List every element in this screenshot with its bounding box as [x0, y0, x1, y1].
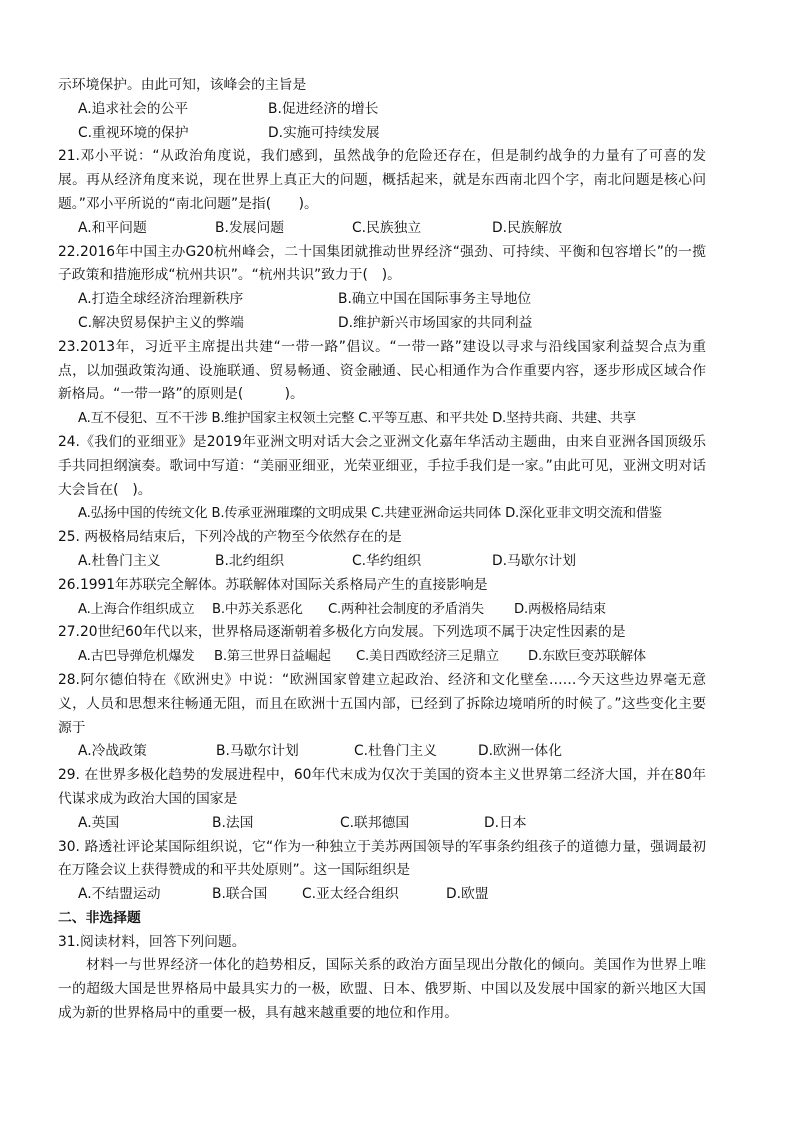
option-d: D.欧盟 — [446, 886, 489, 903]
question-27-options — [58, 645, 706, 669]
option-a: A.英国 — [78, 814, 120, 831]
option-d: D.维护新兴市场国家的共同利益 — [338, 314, 533, 331]
option-a: A.打造全球经济治理新秩序 — [78, 291, 244, 308]
option-b: B.联合国 — [212, 886, 268, 903]
option-c: C.解决贸易保护主义的弊端 — [78, 314, 244, 331]
option-c: C.美日西欧经济三足鼎立 — [356, 649, 499, 665]
option-c: C.共建亚洲命运共同体 — [371, 506, 502, 522]
question-30-options — [58, 883, 706, 907]
question-24-options — [58, 502, 706, 526]
question-30-stem: 30. 路透社评论某国际组织说，它“作为一种独立于美苏两国领导的军事条约组孩子的道德力量，强调最初在万隆会议上获得赞成的和平共处原则”。这一国际组织是 — [58, 838, 706, 879]
option-d: D.两极格局结束 — [514, 601, 606, 617]
option-b: B.马歇尔计划 — [216, 743, 299, 760]
option-a: A.杜鲁门主义 — [78, 552, 161, 569]
option-d: D.实施可持续发展 — [268, 124, 380, 141]
section-heading-non-choice: 二、非选择题 — [58, 909, 141, 926]
question-23-options — [58, 407, 706, 431]
option-c: C.重视环境的保护 — [78, 124, 189, 141]
option-d: D.东欧巨变苏联解体 — [528, 649, 646, 665]
question-20-options-row-1 — [58, 98, 706, 122]
option-d: D.欧洲一体化 — [478, 743, 562, 760]
question-24-stem: 24.《我们的亚细亚》是2019年亚洲文明对话大会之亚洲文化嘉年华活动主题曲，由来自亚洲各国顶级乐手共同担纲演奏。歌词中写道：“美丽亚细亚，光荣亚细亚，手拉手我们是一家。”由此可见，亚洲文明对话大会旨在( )。 — [58, 433, 706, 498]
option-a: A.不结盟运动 — [78, 886, 161, 903]
option-b: B.确立中国在国际事务主导地位 — [338, 291, 532, 308]
option-a: A.上海合作组织成立 — [78, 601, 195, 617]
option-b: B.发展问题 — [215, 219, 285, 236]
option-c: C.华约组织 — [352, 552, 422, 569]
question-29-options — [58, 812, 706, 836]
option-b: B.传承亚洲璀璨的文明成果 — [211, 506, 368, 522]
option-c: C.两种社会制度的矛盾消失 — [328, 601, 484, 617]
option-a: A.古巴导弹危机爆发 — [78, 649, 195, 665]
option-a: A.互不侵犯、互不干涉 — [78, 411, 208, 427]
question-22-options-row-2 — [58, 312, 706, 336]
question-21-stem: 21.邓小平说：“从政治角度说，我们感到，虽然战争的危险还存在，但是制约战争的力量有了可喜的发展。再从经济角度来说，现在世界上真正大的问题，概括起来，就是东西南北四个字，南北问题是核心问题。”邓小平所说的“南北问题”是指( )。 — [58, 148, 706, 212]
question-28-stem: 28.阿尔德伯特在《欧洲史》中说：“欧洲国家曾建立起政治、经济和文化壁垒……今天这些边界毫无意义，人员和思想来往畅通无阻，而且在欧洲十五国内部，已经到了拆除边境哨所的时候了。”这些变化主要源于 — [58, 671, 706, 736]
question-23-stem: 23.2013年，习近平主席提出共建“一带一路”倡议。“一带一路”建设以寻求与沿线国家利益契合点为重点，以加强政策沟通、设施联通、贸易畅通、资金融通、民心相通作为合作重要内容，逐步形成区域合作新格局。“一带一路”的原则是( )。 — [58, 338, 706, 403]
question-31-material: 材料一与世界经济一体化的趋势相反，国际关系的政治方面呈现出分散化的倾向。美国作为世界上唯一的超级大国是世界格局中最具实力的一极，欧盟、日本、俄罗斯、中国以及发展中国家的新兴地区大国成为新的世界格局中的重要一极，具有越来越重要的地位和作用。 — [58, 957, 706, 1022]
question-20-stem-tail: 示环境保护。由此可知，该峰会的主旨是 — [58, 77, 307, 93]
exam-page — [58, 74, 706, 1026]
question-22-options-row-1 — [58, 288, 706, 312]
option-b: B.维护国家主权领土完整 — [211, 411, 355, 427]
option-d: D.深化亚非文明交流和借鉴 — [505, 506, 662, 522]
option-c: C.联邦德国 — [340, 814, 410, 831]
option-d: D.坚持共商、共建、共享 — [492, 411, 636, 427]
question-29-stem: 29. 在世界多极化趋势的发展进程中，60年代末成为仅次于美国的资本主义世界第二经济大国，并在80年代谋求成为政治大国的国家是 — [58, 767, 706, 807]
option-a: A.冷战政策 — [78, 743, 147, 760]
option-c: C.亚太经合组织 — [302, 886, 399, 903]
option-d: D.日本 — [484, 814, 527, 831]
question-22-stem: 22.2016年中国主办G20杭州峰会，二十国集团就推动世界经济“强劲、可持续、平衡和包容增长”的一揽子政策和措施形成“杭州共识”。“杭州共识”致力于( )。 — [58, 243, 706, 284]
option-a: A.和平问题 — [78, 219, 147, 236]
option-b: B.中苏关系恶化 — [212, 601, 303, 617]
question-27-stem: 27.20世纪60年代以来，世界格局逐渐朝着多极化方向发展。下列选项不属于决定性因素的是 — [58, 624, 626, 641]
option-a: A.追求社会的公平 — [78, 100, 189, 117]
question-26-options — [58, 598, 706, 622]
question-25-options — [58, 550, 706, 574]
option-c: C.平等互惠、和平共处 — [358, 411, 489, 427]
option-c: C.民族独立 — [352, 219, 422, 236]
option-a: A.弘扬中国的传统文化 — [78, 506, 208, 522]
question-28-options — [58, 740, 706, 764]
option-b: B.促进经济的增长 — [268, 100, 379, 117]
question-26-stem: 26.1991年苏联完全解体。苏联解体对国际关系格局产生的直接影响是 — [58, 576, 488, 593]
question-25-stem: 25. 两极格局结束后，下列冷战的产物至今依然存在的是 — [58, 529, 402, 546]
option-b: B.法国 — [212, 814, 254, 831]
option-d: D.马歇尔计划 — [492, 552, 576, 569]
question-21-options — [58, 217, 706, 241]
option-c: C.杜鲁门主义 — [354, 743, 438, 760]
option-b: B.第三世界日益崛起 — [214, 649, 331, 665]
option-b: B.北约组织 — [215, 552, 285, 569]
question-31-stem: 31.阅读材料，回答下列问题。 — [58, 933, 246, 950]
option-d: D.民族解放 — [492, 219, 563, 236]
question-20-options-row-2 — [58, 122, 706, 146]
